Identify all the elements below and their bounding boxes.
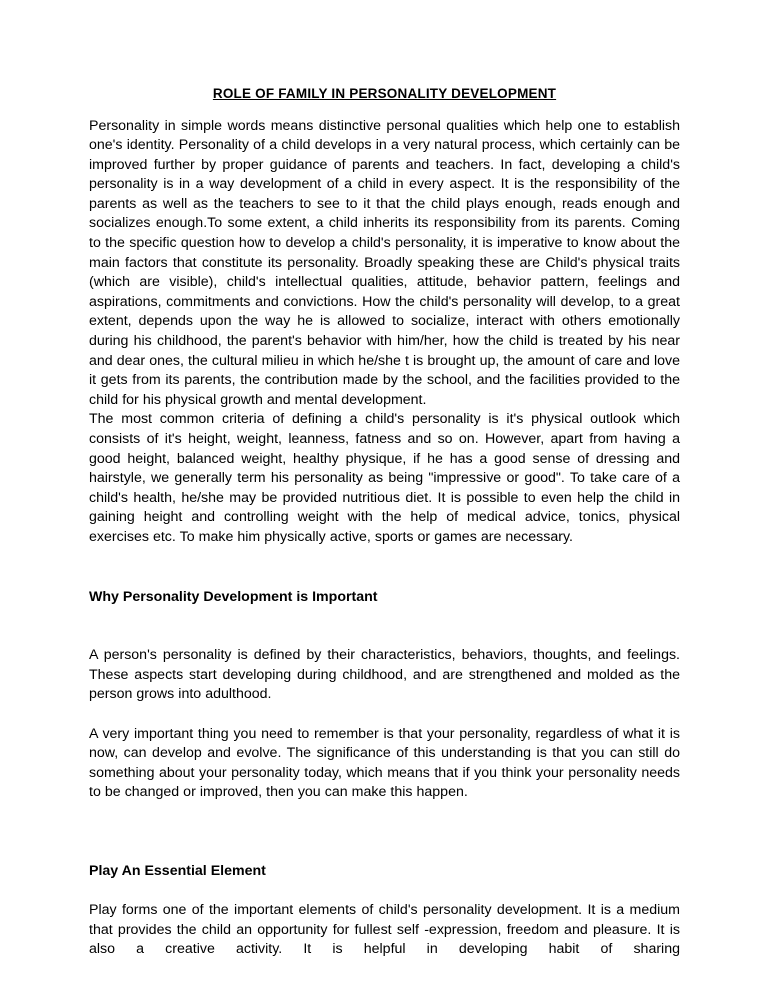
paragraph-personality-evolves: A very important thing you need to remember is that your personality, regardless of what it is now, can develop and evolve. The significance of this understanding is that you can still do something about your personality today, which means that if you think your personality needs to be changed or improved, then you can make this happen. xyxy=(89,725,680,801)
document-title: ROLE OF FAMILY IN PERSONALITY DEVELOPMENT xyxy=(212,86,557,101)
paragraph-play-element: Play forms one of the important elements of child's personality development. It is a medium that provides the child an opportunity for fullest self -expression, freedom and pleasure. It is also a creative activity. It is helpful in developing habit of sharing xyxy=(89,902,680,958)
paragraph-intro: Personality in simple words means distinctive personal qualities which help one to establish one's identity. Personality of a child develops in a very natural process, which certainly can be improved further by proper guidance of parents and teachers. In fact, developing a child's personality is in a way development of a child in every aspect. It is the responsibility of the parents as well as the teachers to see to it that the child plays enough, reads enough and socializes enough.To some extent, a child inherits its responsibility from its parents. Coming to the specific question how to develop a child's personality, it is imperative to know about the main factors that constitute its personality. Broadly speaking these are Child's physical traits (which are visible), child's intellectual qualities, attitude, behavior pattern, feelings and aspirations, commitments and convictions. How the child's personality will develop, to a great extent, depends upon the way he is allowed to socialize, interact with others emotionally during his childhood, the parent's behavior with him/her, how the child is treated by his near and dear ones, the cultural milieu in which he/she t is brought up, the amount of care and love it gets from its parents, the contribution made by the school, and the facilities provided to the child for his physical growth and mental development. xyxy=(89,117,680,408)
section-heading-why-personality-development: Why Personality Development is Important xyxy=(89,588,378,605)
paragraph-physical-criteria: The most common criteria of defining a child's personality is it's physical outlook which consists of it's height, weight, leanness, fatness and so on. However, apart from having a good height, balanced weight, healthy physique, if he has a good sense of dressing and hairstyle, we generally term his personality as being "impressive or good". To take care of a child's health, he/she may be provided nutritious diet. It is possible to even help the child in gaining height and controlling weight with the help of medical advice, tonics, physical exercises etc. To make him physically active, sports or games are necessary. xyxy=(89,411,680,545)
section-heading-play-an-essential-element: Play An Essential Element xyxy=(89,862,266,879)
paragraph-personality-defined: A person's personality is defined by their characteristics, behaviors, thoughts, and feelings. These aspects start developing during childhood, and are strengthened and molded as the person grows into adulthood. xyxy=(89,647,680,703)
document-body xyxy=(89,84,680,960)
